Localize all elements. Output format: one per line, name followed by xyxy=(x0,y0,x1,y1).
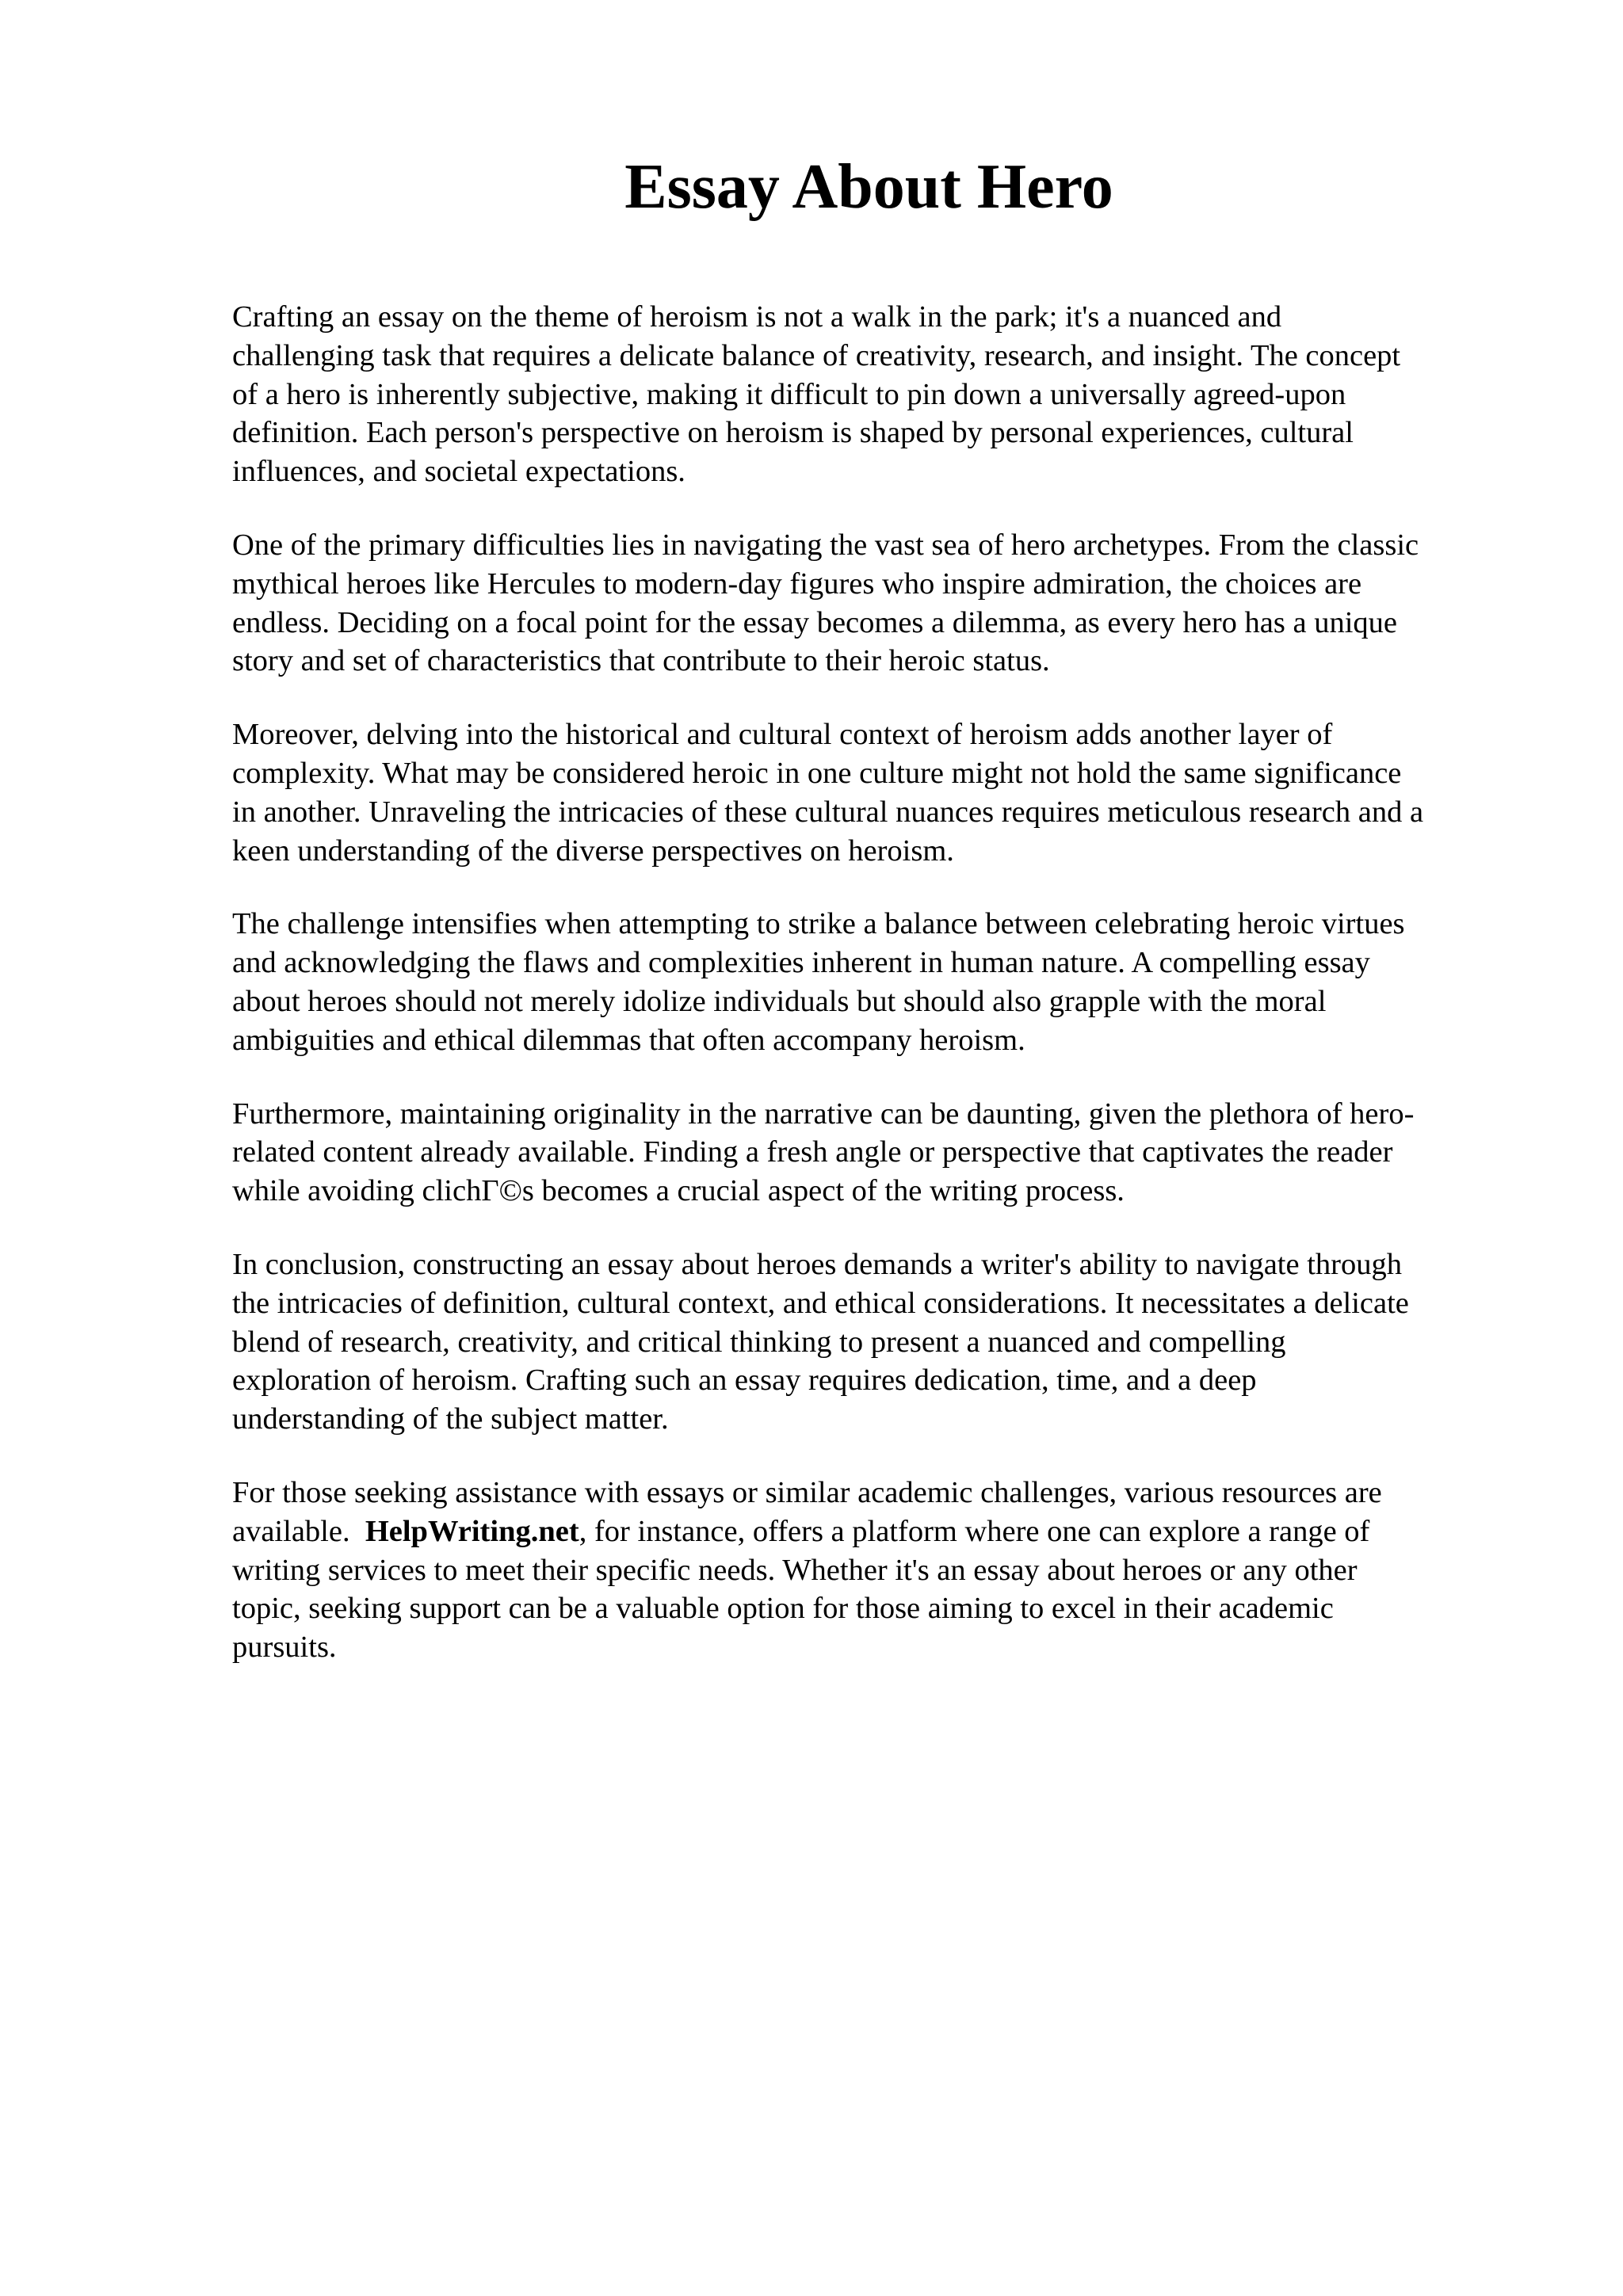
paragraph-line: Moreover, delving into the historical and cultural context of heroism adds another layer of xyxy=(232,718,1333,752)
paragraph-line: and acknowledging the flaws and complexities inherent in human nature. A compelling essay xyxy=(232,946,1370,980)
page-title: Essay About Hero xyxy=(624,152,1113,222)
paragraph-4 xyxy=(232,905,1532,1059)
paragraph-5 xyxy=(232,1095,1532,1211)
paragraph-line: exploration of heroism. Crafting such an essay requires dedication, time, and a deep xyxy=(232,1363,1257,1398)
paragraph-line: Crafting an essay on the theme of heroism is not a walk in the park; it's a nuanced and xyxy=(232,300,1282,334)
paragraph-6 xyxy=(232,1245,1532,1439)
paragraph-7 xyxy=(232,1474,1532,1667)
paragraph-line: Furthermore, maintaining originality in the narrative can be daunting, given the plethora of hero- xyxy=(232,1097,1415,1131)
paragraph-line: The challenge intensifies when attempting to strike a balance between celebrating heroic virtues xyxy=(232,907,1405,941)
paragraph-line: keen understanding of the diverse perspectives on heroism. xyxy=(232,833,954,868)
paragraph-line: influences, and societal expectations. xyxy=(232,455,685,489)
paragraph-1 xyxy=(232,298,1532,491)
paragraph-line: One of the primary difficulties lies in navigating the vast sea of hero archetypes. From the classic xyxy=(232,528,1419,562)
paragraph-line: For those seeking assistance with essays or similar academic challenges, various resources are xyxy=(232,1475,1382,1509)
paragraph-line-with-brand xyxy=(232,1512,1532,1551)
paragraph-line: endless. Deciding on a focal point for the essay becomes a dilemma, as every hero has a unique xyxy=(232,605,1397,639)
paragraph-line: the intricacies of definition, cultural context, and ethical considerations. It necessitates a delicate xyxy=(232,1286,1409,1320)
paragraph-line: definition. Each person's perspective on heroism is shaped by personal experiences, cultural xyxy=(232,416,1354,450)
paragraph-line: writing services to meet their specific needs. Whether it's an essay about heroes or any other xyxy=(232,1553,1358,1587)
paragraph-2 xyxy=(232,526,1532,681)
paragraph-line: challenging task that requires a delicate balance of creativity, research, and insight. The concept xyxy=(232,338,1401,372)
paragraph-line: of a hero is inherently subjective, making it difficult to pin down a universally agreed-upon xyxy=(232,377,1346,411)
brand-name: HelpWriting.net xyxy=(365,1514,579,1548)
paragraph-line: related content already available. Finding a fresh angle or perspective that captivates the reader xyxy=(232,1135,1393,1169)
paragraph-line: understanding of the subject matter. xyxy=(232,1402,669,1436)
paragraph-text: , for instance, offers a platform where one can explore a range of xyxy=(579,1514,1370,1548)
paragraph-3 xyxy=(232,715,1532,870)
paragraph-line: mythical heroes like Hercules to modern-day figures who inspire admiration, the choices are xyxy=(232,566,1362,601)
paragraph-line: while avoiding clichΓ©s becomes a crucial aspect of the writing process. xyxy=(232,1174,1125,1208)
essay-body xyxy=(232,298,1532,1702)
paragraph-line: complexity. What may be considered heroic in one culture might not hold the same significance xyxy=(232,756,1402,790)
paragraph-line: about heroes should not merely idolize individuals but should also grapple with the moral xyxy=(232,984,1327,1018)
paragraph-text: available. xyxy=(232,1514,365,1548)
paragraph-line: story and set of characteristics that contribute to their heroic status. xyxy=(232,644,1050,678)
paragraph-line: topic, seeking support can be a valuable option for those aiming to excel in their academic xyxy=(232,1592,1334,1626)
paragraph-line: in another. Unraveling the intricacies of these cultural nuances requires meticulous research and a xyxy=(232,795,1424,829)
paragraph-line: In conclusion, constructing an essay about heroes demands a writer's ability to navigate through xyxy=(232,1247,1402,1281)
paragraph-line: blend of research, creativity, and critical thinking to present a nuanced and compelling xyxy=(232,1325,1286,1359)
paragraph-line: pursuits. xyxy=(232,1630,337,1665)
paragraph-line: ambiguities and ethical dilemmas that often accompany heroism. xyxy=(232,1023,1025,1057)
